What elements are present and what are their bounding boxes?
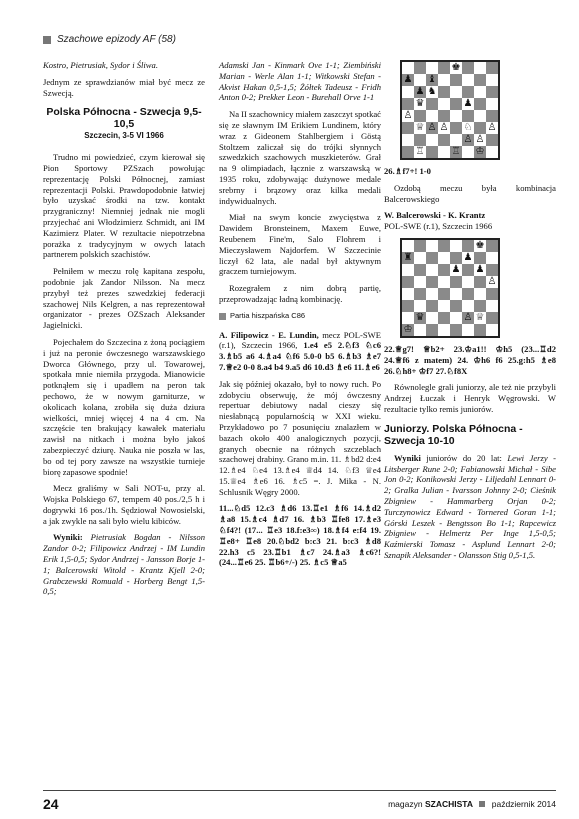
board-square bbox=[414, 324, 426, 336]
board-square bbox=[426, 252, 438, 264]
col1-p5 bbox=[43, 532, 205, 597]
board-square: ♙ bbox=[427, 122, 437, 133]
board-square bbox=[486, 324, 498, 336]
board-square bbox=[426, 240, 438, 252]
game1-moves: 1.e4 e5 2.♘f3 ♘c6 3.♗b5 a6 4.♗a4 ♘f6 5.0-0 b5 6.♗b3 ♗e7 7.♕e2 0-0 8.a4 b4 9.a5 d6 10.d3 ♗e6 11.♗e6 bbox=[219, 340, 381, 372]
board-square bbox=[486, 146, 498, 158]
board-square bbox=[450, 134, 462, 146]
board-square bbox=[462, 276, 474, 288]
column-2 bbox=[219, 60, 381, 574]
column-1 bbox=[43, 60, 205, 603]
board-square bbox=[402, 62, 414, 74]
board-square bbox=[474, 324, 486, 336]
board-square: ♟ bbox=[403, 74, 413, 85]
board-square bbox=[414, 74, 426, 86]
game2-info: POL-SWE (r.1), Szczecin 1966 bbox=[384, 221, 493, 232]
board-square: ♚ bbox=[451, 62, 461, 73]
board-square: ♝ bbox=[427, 74, 437, 85]
board-square: ♙ bbox=[439, 122, 449, 133]
board-square bbox=[474, 74, 486, 86]
footer-issue: październik 2014 bbox=[491, 799, 556, 809]
game1-info: mecz POL-SWE (r.1), Szczecin 1966, bbox=[219, 329, 381, 351]
board-square bbox=[462, 264, 474, 276]
juniors-results-pre: juniorów do 20 lat: bbox=[426, 452, 502, 463]
board-square bbox=[474, 288, 486, 300]
opening-label bbox=[219, 311, 381, 322]
game2-players: W. Balcerowski - K. Krantz bbox=[384, 210, 486, 221]
board-square bbox=[486, 62, 498, 74]
board-square bbox=[486, 300, 498, 312]
board-square bbox=[450, 324, 462, 336]
board-square bbox=[486, 240, 498, 252]
board-square: ♛ bbox=[415, 98, 425, 109]
board-square bbox=[450, 252, 462, 264]
board-square: ♟ bbox=[463, 251, 473, 263]
footer-magazine bbox=[388, 799, 556, 809]
col2-p1: Na II szachownicy miałem zaszczyt spotkać się ze sławnym IM Erikiem Lundinem, który wraz z Gideonem Stahlbergiem i Göstą Stoltzem zaliczał się do trójki słynnych szwedzkich szachowych muszkieterów. Grał na 9 olimpiadach, łącznie z warszawską w 1935 roku, zdobywając dużynowe medale srebrny i brązowy oraz kilka medali indywidualnych. bbox=[219, 109, 381, 206]
board-square bbox=[414, 264, 426, 276]
board-square bbox=[450, 98, 462, 110]
board-square: ♕ bbox=[415, 122, 425, 133]
col1-p0b: Jednym ze sprawdzianów miał być mecz ze Szwecją. bbox=[43, 76, 205, 98]
board-square bbox=[438, 98, 450, 110]
chess-diagram-1 bbox=[400, 60, 500, 160]
board-square bbox=[402, 312, 414, 324]
board-square: ♙ bbox=[475, 134, 485, 145]
board-square bbox=[414, 276, 426, 288]
board-square bbox=[474, 110, 486, 122]
board-square bbox=[402, 86, 414, 98]
board-square bbox=[474, 122, 486, 134]
board-square bbox=[474, 276, 486, 288]
board-square bbox=[402, 98, 414, 110]
board-square bbox=[414, 252, 426, 264]
board-square bbox=[462, 240, 474, 252]
page-header bbox=[43, 34, 176, 45]
board-square bbox=[450, 276, 462, 288]
board-square bbox=[486, 86, 498, 98]
board-square bbox=[426, 324, 438, 336]
board-square bbox=[402, 122, 414, 134]
board-square: ♙ bbox=[487, 275, 497, 287]
board-square bbox=[402, 288, 414, 300]
label-square-icon bbox=[219, 313, 226, 320]
col2-p4: Jak się później okazało, był to nowy ruch. Po zdobyciu obserwuję, że mój ówczesny repertuar debiutowy nadal cieszy się niesłabnącą popularnością w XXI wieku. Przykładowo po 7 posunięciu znalazłem w bazach około 400 analogicznych pozycji, granych obecnie na różnych szczeblach szachowej drabiny. Grano m.in. 11. ♗bd2 d:e4 12.♗e4 ♘e4 13.♗e4 ♕d4 14. ♘f3 ♕e4 15.♕e4 ♗e6 16. ♗c5 =. J. Mika - N. Schlusnik Węgry 2000. bbox=[219, 378, 381, 497]
board-square: ♙ bbox=[463, 311, 473, 323]
board-square: ♟ bbox=[463, 98, 473, 109]
board-square bbox=[426, 146, 438, 158]
board-square bbox=[450, 86, 462, 98]
board-square: ♞ bbox=[427, 86, 437, 97]
board-square bbox=[414, 300, 426, 312]
board-square bbox=[402, 276, 414, 288]
board-square bbox=[426, 312, 438, 324]
board-square bbox=[450, 74, 462, 86]
section-title: Szachowe epizody AF (58) bbox=[57, 34, 176, 45]
board-square bbox=[438, 240, 450, 252]
game2-moves: 22.♕g7! ♕b2+ 23.♔a1!! ♔h5 (23...♖d2 24.♕f6 z matem) 24. ♔h6 f6 25.g:h5 ♗e8 26.♘h8+ ♔f7 27.♘f8X bbox=[384, 343, 556, 376]
opening-label-text: Partia hiszpańska C86 bbox=[230, 310, 306, 320]
board-square bbox=[438, 134, 450, 146]
board-square bbox=[426, 264, 438, 276]
footer-magazine-pre: magazyn bbox=[388, 799, 423, 809]
board-square bbox=[450, 240, 462, 252]
board-square bbox=[402, 300, 414, 312]
game1-moves2: 11...♘d5 12.c3 ♗d6 13.♖e1 ♗f6 14.♗d2 ♗a8 15.♗c4 ♗d7 16. ♗b3 ♖fe8 17.♗e3 ♘f4?! (17... ♖e3 18.f:e3∞) 18.♗f4 e:f4 19. ♖e8+ ♖e8 20.♘bd2 b:c3 21. b:c3 ♗d8 22.h3 c5 23.♖b1 ♗c7 24.♗a3 ♗c6?! (24...♖e6 25. ♖b6+/-) 25. ♗c5 ♕a5 bbox=[219, 503, 381, 568]
board-square bbox=[438, 264, 450, 276]
col1-p2: Pełniłem w meczu rolę kapitana zespołu, podobnie jak Zandor Nilsson. Na mecz przybył też prezes szwedzkiej federacji szachowej Nils Kelgren, a nas reprezentował organizator - prezes OZSzach Aleksander Jagielnicki. bbox=[43, 266, 205, 331]
board-square bbox=[414, 134, 426, 146]
board-square bbox=[438, 324, 450, 336]
board-square bbox=[414, 62, 426, 74]
board-square bbox=[450, 312, 462, 324]
board-square bbox=[474, 300, 486, 312]
game1-end: 26.♗f7+! 1-0 bbox=[384, 166, 431, 176]
board-square: ♟ bbox=[415, 86, 425, 97]
board-square bbox=[438, 62, 450, 74]
board-square bbox=[462, 62, 474, 74]
header-square-icon bbox=[43, 36, 51, 44]
board-square bbox=[438, 276, 450, 288]
board-square: ♟ bbox=[451, 263, 461, 275]
game1-header bbox=[219, 330, 381, 373]
board-square bbox=[474, 98, 486, 110]
board-square: ♚ bbox=[475, 239, 485, 251]
board-square bbox=[438, 74, 450, 86]
board-square bbox=[474, 252, 486, 264]
board-square bbox=[486, 312, 498, 324]
board-square: ♔ bbox=[403, 323, 413, 335]
board-square bbox=[486, 110, 498, 122]
col3-p3 bbox=[384, 453, 556, 561]
col2-p3: Rozegrałem z nim dobrą partię, przeprowadzając ładną kombinację. bbox=[219, 283, 381, 304]
results-label: Wyniki: bbox=[53, 532, 83, 543]
column-3 bbox=[384, 60, 556, 567]
board-square bbox=[450, 110, 462, 122]
col2-p2: Miał na swym koncie zwycięstwa z Dawidem Bronsteinem, Maxem Euwe, Reubenem Fine'm, Salo Flohrem i Mieczysławem Najdorfem. W Szczecinie liczył 62 lata, ale nadal był aktywnym graczem turniejowym. bbox=[219, 212, 381, 277]
board-square bbox=[462, 110, 474, 122]
page-number: 24 bbox=[43, 796, 59, 812]
board-square bbox=[414, 288, 426, 300]
board-square bbox=[426, 276, 438, 288]
match-heading: Polska Północna - Szwecja 9,5-10,5 bbox=[46, 106, 202, 131]
board-square bbox=[462, 74, 474, 86]
board-square: ♟ bbox=[475, 263, 485, 275]
board-square bbox=[486, 264, 498, 276]
board-square: ♙ bbox=[463, 134, 473, 145]
col1-p4: Mecz graliśmy w Sali NOT-u, przy al. Wojska Polskiego 67, tempem 40 pos./2,5 h i dogrywki 16 pos./1h. Sędziował Nowosielski, a jak zwykle na sali było wielu kibiców. bbox=[43, 483, 205, 526]
col2-p0: Adamski Jan - Kinmark Ove 1-1; Ziembiński Marian - Werle Alan 1-1; Witkowski Stefan - Akvist Hakan 0,5-1,5; Żółtek Tadeusz - Fridh Anton 0-2; Prekker Leon - Burehall Orve 1-1 bbox=[219, 60, 381, 103]
board-square bbox=[426, 110, 438, 122]
board-square bbox=[486, 98, 498, 110]
col3-p1: Ozdobą meczu była kombinacja Balcerowskiego bbox=[384, 182, 556, 204]
board-square bbox=[486, 288, 498, 300]
game1-players: A. Filipowicz - E. Lundin, bbox=[219, 329, 319, 340]
board-square bbox=[462, 324, 474, 336]
board-square: ♘ bbox=[463, 122, 473, 133]
board-square bbox=[438, 146, 450, 158]
board-square bbox=[474, 62, 486, 74]
board-square bbox=[462, 86, 474, 98]
board-square bbox=[426, 288, 438, 300]
board-square bbox=[426, 98, 438, 110]
footer-rule bbox=[43, 790, 556, 791]
board-square bbox=[438, 300, 450, 312]
col1-p1: Trudno mi powiedzieć, czym kierował się Pion Sportowy PZSzach powołując reprezentację Polski Północnej, zamiast reprezentacji Polski. Prawdopodobnie łatwiej było uzyskać środki na tzw. kontakt przygraniczny! Niemniej jednak nie mogli przyjechać ani Włodzimierz Schmidt, ani IM Kazimierz Plater. W rezultacie niepotrzebna porażka z tradycyjnym w owych latach partnerem polskich szachistów. bbox=[43, 152, 205, 260]
board-square bbox=[438, 252, 450, 264]
board-square bbox=[462, 146, 474, 158]
board-square bbox=[438, 312, 450, 324]
board-square bbox=[450, 300, 462, 312]
results-text: Pietrusiak Bogdan - Nilsson Zandor 0-2; Filipowicz Andrzej - IM Lundin Erik 1,5-0,5; Sydor Andrzej - Jansson Borje 1-1; Balcerowski Witold - Krantz Kjell 2-0; Grabczewski Romuald - Horberg Bengt 1,5-0,5; bbox=[43, 532, 205, 597]
col3-p2: Równolegle grali juniorzy, ale też nie przybyli Andrzej Łuczak i Henryk Węgrowski. W rezultacie tylko remis juniorów. bbox=[384, 382, 556, 414]
juniors-heading: Juniorzy. Polska Północna - Szwecja 10-10 bbox=[384, 422, 523, 447]
board-square bbox=[414, 240, 426, 252]
board-square: ♜ bbox=[403, 251, 413, 263]
board-square bbox=[462, 288, 474, 300]
board-square bbox=[438, 288, 450, 300]
board-square bbox=[486, 74, 498, 86]
board-square bbox=[438, 86, 450, 98]
match-subheading: Szczecin, 3-5 VI 1966 bbox=[84, 131, 164, 141]
col1-p0: Kostro, Pietrusiak, Sydor i Śliwa. bbox=[43, 60, 158, 70]
board-square: ♛ bbox=[415, 311, 425, 323]
board-square bbox=[426, 134, 438, 146]
board-square bbox=[462, 300, 474, 312]
footer-square-icon bbox=[479, 801, 485, 807]
chess-diagram-2 bbox=[400, 238, 500, 338]
footer-magazine-name: SZACHISTA bbox=[424, 799, 473, 809]
board-square bbox=[414, 110, 426, 122]
board-square bbox=[438, 110, 450, 122]
juniors-results-label: Wyniki bbox=[394, 452, 421, 463]
board-square bbox=[474, 86, 486, 98]
board-square bbox=[450, 288, 462, 300]
board-square bbox=[402, 264, 414, 276]
col1-p3: Pojechałem do Szczecina z żoną pociągiem i już na peronie ówczesnego warszawskiego Dworca Głównego, przy ul. Towarowej, spotkała mnie niemiła przygoda. Mianowicie potknąłem się i upadłem na peron tak pechowo, że w nowym garniturze, w okolicach kolana, zrobiła się duża dziura wielkości, mniej więcej 4 na 4 cm. Na szczęście ten brakujący kawałek materiału zawisł na nitkach i można było jakoś zabezpieczyć dziurę. Nauka nie poszła w las, bo od tej pory zawsze na wszystkie turnieje biorę zapasowe spodnie! bbox=[43, 336, 205, 477]
board-square bbox=[486, 252, 498, 264]
board-square bbox=[426, 62, 438, 74]
board-square bbox=[426, 300, 438, 312]
board-square: ♙ bbox=[403, 110, 413, 121]
board-square bbox=[402, 146, 414, 158]
board-square: ♔ bbox=[475, 146, 485, 157]
board-square bbox=[450, 122, 462, 134]
board-square: ♕ bbox=[475, 311, 485, 323]
board-square bbox=[486, 134, 498, 146]
juniors-results-text: Lewi Jerzy - Litsberger Rune 2-0; Fabianowski Michał - Sibe Jon 0-2; Konikowski Jerzy - Liljedahl Lennart 0-2; Gralka Julian - Ivarsson Johnny 2-0; Cieśnik Zbigniew - Hammarberg Orjan 0-2; Turczynowicz Edward - Tornered Goran 1-1; Górski Leszek - Bengtsson Bo 1-1; Rapcewicz Zbigniew - Helmertz Per Inge 1,5-0,5; Kaźmierski Tomasz - Asplund Lennart 2-0; Sznapik Aleksander - Olansson Stig 0,5-1,5. bbox=[384, 452, 556, 560]
board-square: ♖ bbox=[451, 146, 461, 157]
board-square: ♙ bbox=[487, 122, 497, 133]
board-square: ♖ bbox=[415, 146, 425, 157]
board-square bbox=[402, 240, 414, 252]
board-square bbox=[402, 134, 414, 146]
